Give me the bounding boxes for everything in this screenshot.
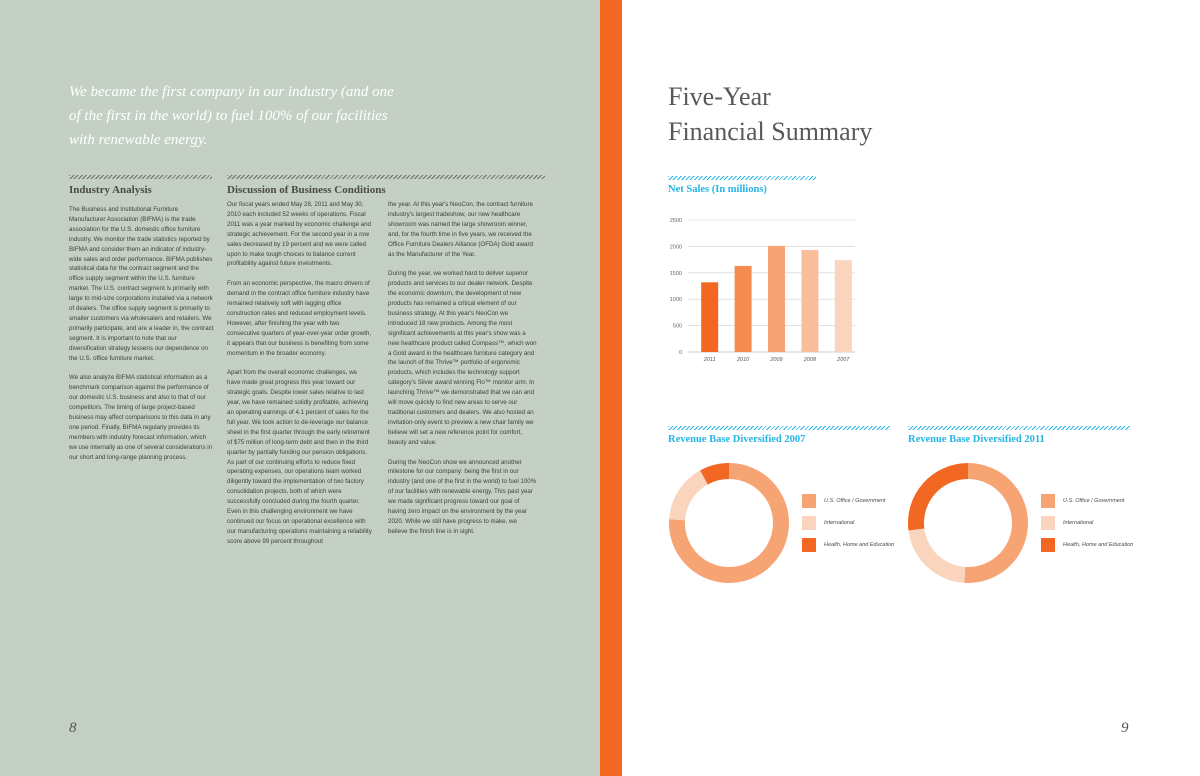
legend-label: International (1063, 520, 1094, 526)
legend-swatch (802, 516, 816, 530)
y-tick-label: 2500 (669, 218, 682, 224)
discussion-paragraph: Our fiscal years ended May 28, 2011 and May 30, 2010 each included 52 weeks of operations. Fiscal 2011 was a year marked by economic challenge and strategic achievement. For the second year in a row sales decreased by 19 percent and we were called upon to make tough choices to balance current profitability against future investments. (227, 201, 372, 268)
legend-swatch (802, 538, 816, 552)
y-tick-label: 500 (672, 323, 682, 330)
discussion-paragraph: During the NeoCon show we announced another milestone for our company: being the first in our industry (and one of the first in the world) to fuel 100% of our facilities with renewable energy. This past year we made significant progress toward our goal of having zero impact on the environment by the year 2020. While we still have progress to make, we believe the finish line is in sight. (388, 458, 537, 535)
title-line-2: Financial Summary (668, 117, 873, 146)
discussion-paragraph: Apart from the overall economic challenges, we have made great progress this year toward our strategic goals. Despite lower sales relative to last year, we have remained solidly profitable, achieving an operating earnings of 4.1 percent of sales for the full year. We took action to de-leverage our balance sheet in the first quarter through the early retirement of $75 million of long-term debt and then in the third quarter by partially funding our pension obligations. As part of our continuing efforts to reduce fixed operating expenses, our operations team worked diligently toward the implementation of two factory consolidation projects, both of which were successfully concluded during the fourth quarter. Even in this challenging environment we have continued our focus on operational excellence with our manufacturing operations maintaining a reliability score above 99 percent throughout (227, 369, 372, 545)
y-tick-label: 1000 (669, 297, 682, 304)
legend-label: U.S. Office / Government (824, 498, 886, 504)
legend-item (802, 494, 894, 508)
legend-label: Health, Home and Education (1063, 542, 1134, 548)
y-tick-label: 2000 (669, 244, 682, 251)
legend-swatch (1041, 516, 1055, 530)
legend-label: U.S. Office / Government (1063, 498, 1125, 504)
x-tick-label: 2009 (770, 357, 783, 363)
legend-label: International (824, 520, 855, 526)
donut-slice (908, 463, 968, 531)
donut-slice (964, 463, 1028, 583)
legend-swatch (1041, 538, 1055, 552)
legend-item (1041, 494, 1133, 508)
y-tick-label: 1500 (669, 270, 682, 277)
x-tick-label: 2008 (803, 357, 817, 363)
discussion-paragraph: During the year, we worked hard to deliver superior products and services to our dealer network. Despite the economic downturn, the development of new products has remained a critical element of our business strategy. At this year's NeoCon we introduced 18 new products. Among the most significant achievements at this year's show was a new healthcare product called Compass™, which won a Gold award in the healthcare furniture category and the launch of the Thrive™ portfolio of ergonomic products, which includes the technology support category's Silver award winning Flo™ monitor arm. In launching Thrive™ we demonstrated that we can and will move quickly to find new areas to serve our traditional customers and dealers. We also hosted an invitation-only event to preview a new chair family we believe will set a new reference point for comfort, beauty and value. (388, 270, 537, 446)
discussion-paragraph: From an economic perspective, the macro drivers of demand in the contract office furniture industry have remained relatively soft with lagging office construction rates and reduced employment levels. However, after finishing the year with two consecutive quarters of year-over-year order growth, it appears that our business is benefiting from some momentum in the broader economy. (227, 280, 372, 357)
legend-item (802, 538, 894, 552)
industry-heading: Industry Analysis (69, 184, 152, 196)
x-tick-label: 2010 (736, 357, 750, 363)
industry-paragraph: The Business and Institutional Furniture Manufacturer Association (BIFMA) is the trade association for the U.S. domestic office furniture industry. We monitor the trade statistics reported by BIFMA and consider them an indicator of industry-wide sales and order performance. BIFMA publishes statistical data for the contract segment and the office supply segment within the U.S. furniture market. The U.S. contract segment is primarily with large to mid-size corporations installed via a network of dealers. The office supply segment is primarily to smaller customers via wholesalers and retailers. We primarily participate, and are a leader in, the contract segment. It is important to note that our diversification strategy lessens our dependence on the U.S. office furniture market. (69, 206, 214, 362)
legend-2011 (1041, 494, 1133, 560)
y-tick-label: 0 (678, 350, 682, 356)
legend-swatch (802, 494, 816, 508)
discussion-heading: Discussion of Business Conditions (227, 184, 386, 196)
industry-paragraph: We also analyze BIFMA statistical information as a benchmark comparison against the performance of our domestic U.S. business and also to that of our competitors. The timing of large project-based business may affect comparisons to this data in any one period. Finally, BIFMA regularly provides its members with industry forecast information, which we use internally as one of several considerations in our short and long-range planning process. (69, 374, 213, 461)
legend-label: Health, Home and Education (824, 542, 895, 548)
page-number-left: 8 (69, 720, 77, 736)
x-tick-label: 2007 (837, 357, 850, 363)
revenue-2007-title: Revenue Base Diversified 2007 (668, 434, 806, 445)
net-sales-title: Net Sales (In millions) (668, 184, 767, 195)
legend-2007 (802, 494, 894, 560)
legend-swatch (1041, 494, 1055, 508)
title-line-1: Five-Year (668, 82, 771, 111)
x-tick-label: 2011 (703, 357, 716, 363)
legend-item (1041, 516, 1133, 530)
page-number-right: 9 (1121, 720, 1129, 736)
revenue-2011-title: Revenue Base Diversified 2011 (908, 434, 1045, 445)
pull-quote: We became the first company in our industry (and one of the first in the world) to fuel 100% of our facilities with renewable energy. (69, 84, 394, 148)
legend-item (1041, 538, 1133, 552)
legend-item (802, 516, 894, 530)
discussion-paragraph: the year. At this year's NeoCon, the contract furniture industry's largest tradeshow, our new healthcare showroom was named the large showroom winner, and, for the fourth time in five years, we received the Office Furniture Dealers Alliance (OFDA) Gold award as the Manufacturer of the Year. (388, 201, 534, 258)
donut-slice (908, 529, 965, 583)
